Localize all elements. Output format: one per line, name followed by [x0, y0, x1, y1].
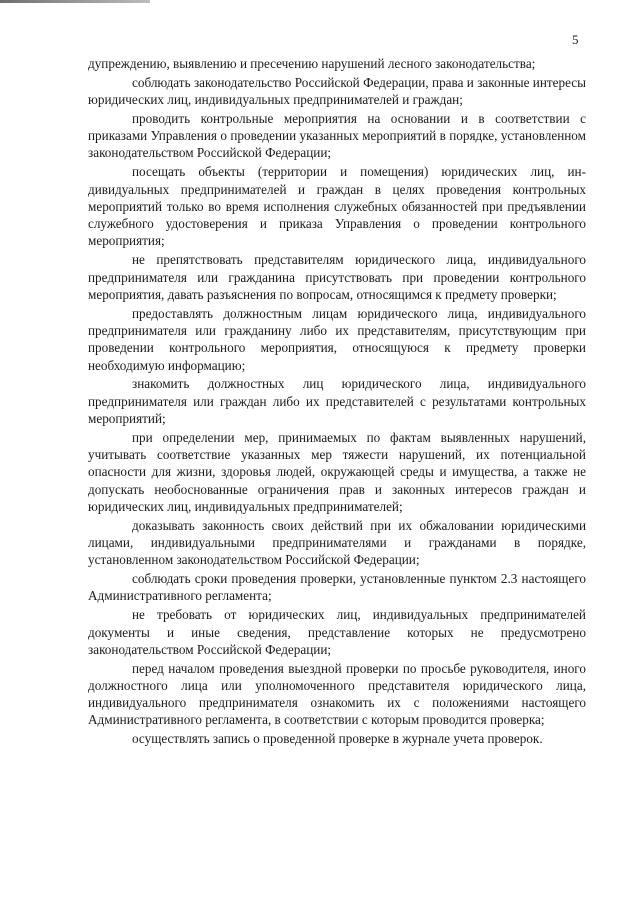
paragraph: не препятствовать представителям юридического лица, индивидуального предпринимателя или гражданина присутствовать при проведении контрольного мероприятия, давать разъяснения по вопросам, относящимся к предмету проверки; [88, 252, 586, 302]
paragraph: соблюдать законодательство Российской Федерации, права и законные интересы юридических лиц, индивидуальных предпринимателей и граждан; [88, 74, 586, 108]
paragraph: соблюдать сроки проведения проверки, установленные пунктом 2.3 настоящего Административного регламента; [88, 571, 586, 604]
paragraph: предоставлять должностным лицам юридического лица, индивидуального предпринимателя или гражданину либо их представителям, присутствующим при проведении контрольного мероприятия, относящуюся к предмету проверки необходимую информацию; [88, 305, 586, 373]
paragraph: проводить контрольные мероприятия на основании и в соответствии с приказами Управления о проведении указанных мероприятий в порядке, установленном законодательством Российской Федерации; [88, 110, 586, 161]
paragraph: дупреждению, выявлению и пресечению нарушений лесного законодательства; [88, 56, 536, 71]
paragraph: при определении мер, принимаемых по фактам выявленных нарушений, учитывать соответствие указанных мер тяжести нарушений, их потенциальной опасности для жизни, здоровья людей, окружающей среды и имущества, а также не допускать необоснованные ограничения прав и законных интересов граждан и юридических лиц, индивидуальных предпринимателей; [88, 429, 586, 514]
paragraph: посещать объекты (территории и помещения) юридических лиц, индивидуальных предпринимателей и граждан в целях проведения контрольных мероприятий только во время исполнения служебных обязанностей при предъявлении служебного удостоверения и приказа Управления о проведении контрольного мероприятия; [88, 164, 586, 249]
page-number: 5 [572, 32, 579, 47]
paragraph: перед началом проведения выездной проверки по просьбе руководителя, иного должностного лица или уполномоченного представителя юридического лица, индивидуального предпринимателя ознакомить их с положениями настоящего Административного регламента, в соответствии с которым проводится проверка; [88, 660, 586, 728]
paragraph: не требовать от юридических лиц, индивидуальных предпринимателей документы и иные сведения, представление которых не предусмотрено законодательством Российской Федерации; [88, 607, 586, 657]
document-body [88, 55, 586, 749]
paragraph: знакомить должностных лиц юридического лица, индивидуального предпринимателя или граждан либо их представителей с результатами контрольных мероприятий; [88, 376, 586, 426]
scan-edge-mark [0, 0, 150, 3]
paragraph: доказывать законность своих действий при их обжаловании юридическими лицами, индивидуальными предпринимателями и гражданами в порядке, установленном законодательством Российской Федерации; [88, 517, 586, 568]
paragraph: осуществлять запись о проведенной проверке в журнале учета проверок. [132, 731, 543, 747]
